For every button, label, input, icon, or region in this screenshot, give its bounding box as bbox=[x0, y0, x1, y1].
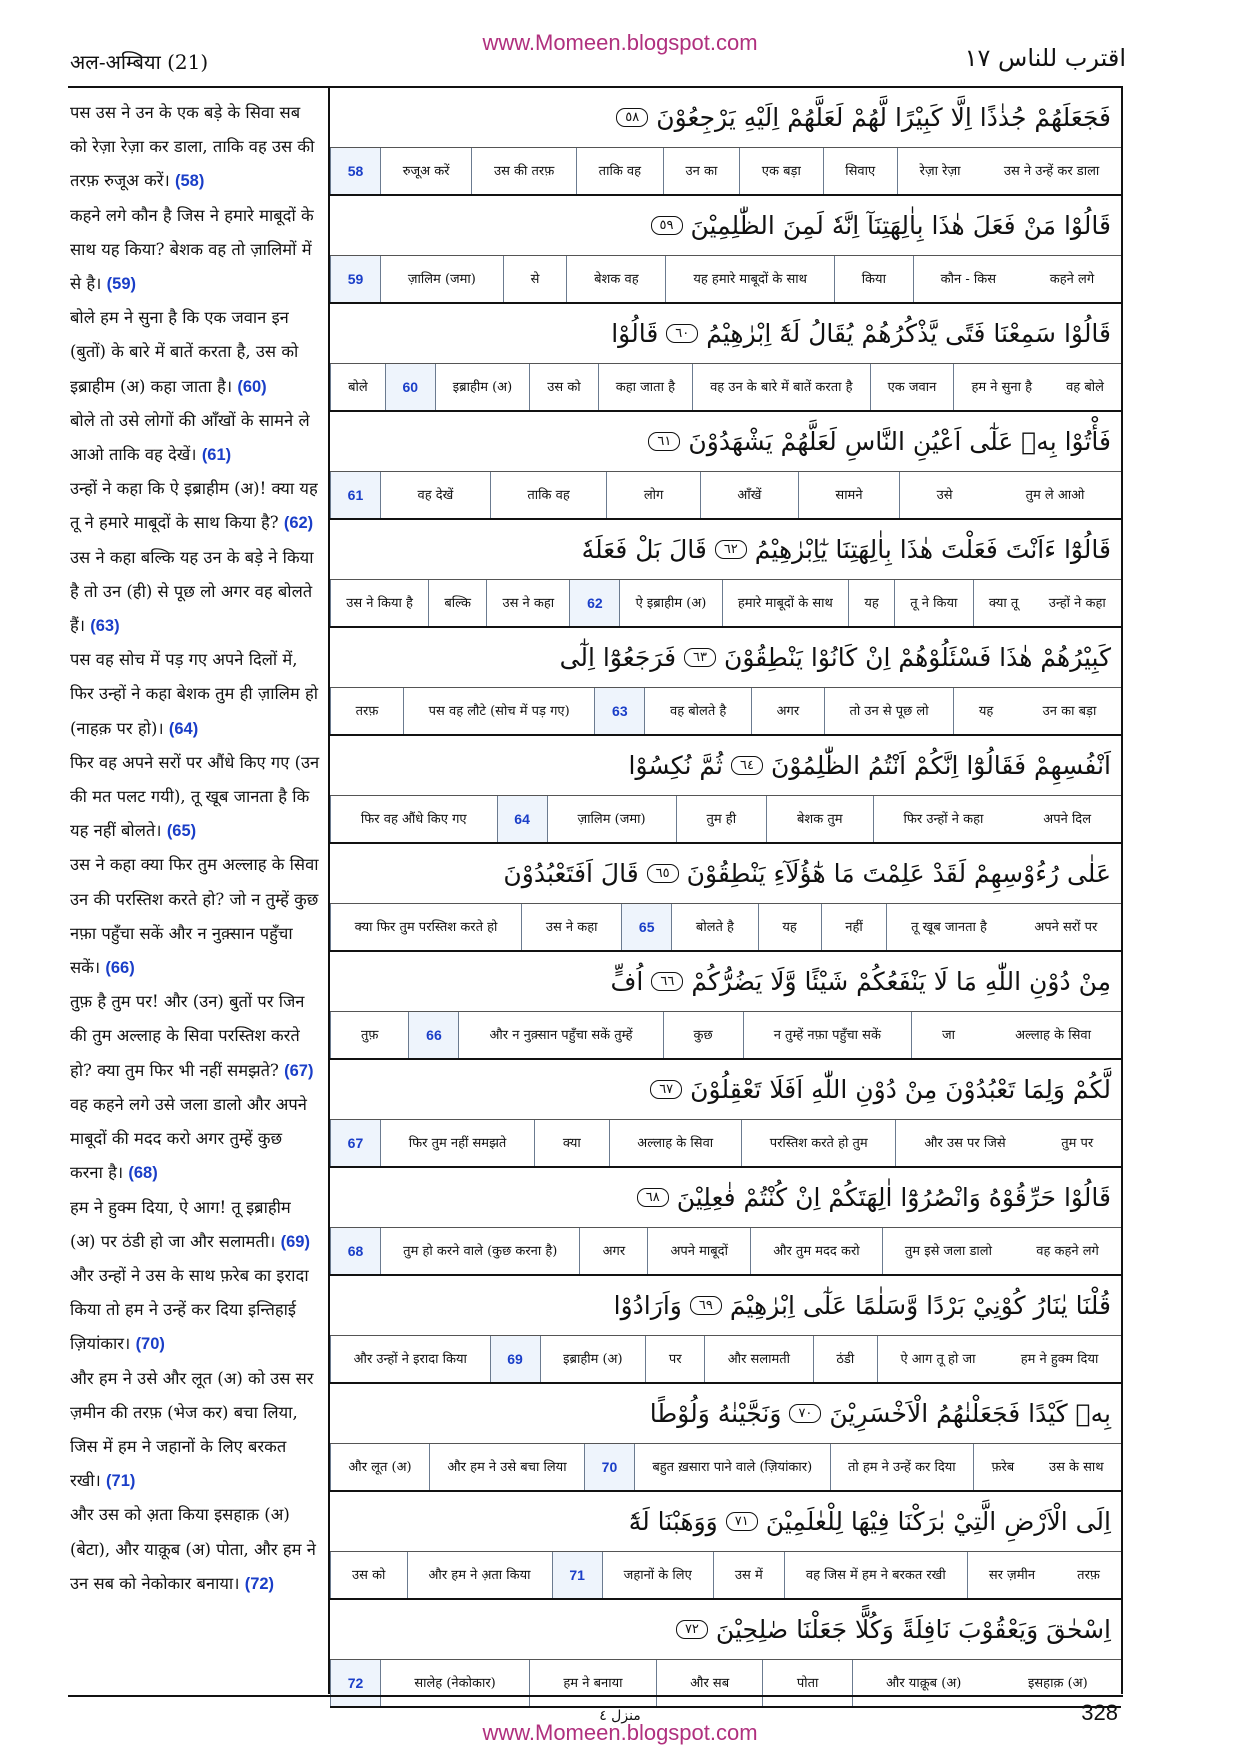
word-translation-row bbox=[330, 1228, 1121, 1276]
translation-paragraph bbox=[70, 753, 319, 840]
word-meaning-cell: रुजूअ करें bbox=[380, 148, 471, 194]
translation-text: तुफ़ है तुम पर! और (उन) बुतों पर जिन की तुम अल्लाह के सिवा परस्तिश करते हो? क्या तुम फिर भी नहीं समझते? bbox=[70, 992, 305, 1080]
word-meaning-cell: और याक़ूब (अ) bbox=[852, 1660, 995, 1706]
verse-number: (60) bbox=[237, 377, 267, 396]
arabic-text-continued: وَاَرَادُوْا bbox=[613, 1291, 682, 1320]
verse-number: (69) bbox=[280, 1232, 310, 1251]
word-meaning-cell: वह बोले bbox=[1049, 364, 1121, 410]
word-meaning-cell: से bbox=[503, 256, 567, 302]
arabic-verse-row bbox=[330, 520, 1121, 580]
word-meaning-cell: क्या तू bbox=[973, 580, 1034, 626]
footer-url[interactable]: www.Momeen.blogspot.com bbox=[482, 1720, 758, 1745]
word-meaning-cell: वह बोलते है bbox=[644, 688, 751, 734]
ayah-marker: ٥٩ bbox=[651, 216, 683, 235]
translation-paragraph bbox=[70, 411, 310, 464]
word-meaning-cell: हम ने बनाया bbox=[529, 1660, 656, 1706]
word-meaning-cell: उस को bbox=[529, 364, 597, 410]
arabic-text: قَالُوْا سَمِعْنَا فَتًى يَّذْكُرُهُمْ يُقَالُ لَهٗٓ اِبْرٰهِيْمُ bbox=[706, 319, 1111, 348]
verse-number: (68) bbox=[128, 1164, 158, 1183]
translation-text: फिर वह अपने सरों पर औंधे किए गए (उन की मत पलट गयी), तू खूब जानता है कि यह नहीं बोलते। bbox=[70, 752, 320, 841]
word-meaning-cell: एक जवान bbox=[870, 364, 954, 410]
word-meaning-cell: बल्कि bbox=[428, 580, 486, 626]
word-meaning-cell: और तुम मदद करो bbox=[750, 1228, 882, 1274]
word-meaning-cell: अल्लाह के सिवा bbox=[985, 1012, 1121, 1058]
verse-number-cell: 61 bbox=[330, 472, 380, 518]
verse-number-cell: 70 bbox=[584, 1444, 634, 1490]
word-meaning-cell: अपने सरों पर bbox=[1011, 904, 1121, 950]
verse-number-cell: 69 bbox=[490, 1336, 540, 1382]
word-meaning-cell: अपने माबूदों bbox=[647, 1228, 750, 1274]
word-meaning-cell: अल्लाह के सिवा bbox=[609, 1120, 741, 1166]
word-translation-row bbox=[330, 364, 1121, 412]
verse-number-cell: 68 bbox=[330, 1228, 380, 1274]
word-meaning-cell: हम ने हुक्म दिया bbox=[998, 1336, 1121, 1382]
verse-number-cell: 64 bbox=[497, 796, 547, 842]
word-meaning-cell: और सलामती bbox=[704, 1336, 813, 1382]
translation-text: पस वह सोच में पड़ गए अपने दिलों में, फिर उन्हों ने कहा बेशक तुम ही ज़ालिम हो (नाहक़ पर हो)। bbox=[70, 650, 319, 738]
arabic-text: قَالُوْا مَنْ فَعَلَ هٰذَا بِاٰلِهَتِنَآ اِنَّهٗ لَمِنَ الظّٰلِمِيْنَ bbox=[690, 211, 1111, 240]
word-meaning-cell: ज़ालिम (जमा) bbox=[547, 796, 676, 842]
verse-number-cell: 67 bbox=[330, 1120, 380, 1166]
translation-text: पस उस ने उन के एक बड़े के सिवा सब को रेज़ा रेज़ा कर डाला, ताकि वह उस की तरफ़ रुजूअ करें। bbox=[70, 103, 315, 191]
translation-paragraph bbox=[70, 1095, 307, 1182]
word-meaning-cell: जहानों के लिए bbox=[602, 1552, 713, 1598]
word-meaning-cell: और न नुक़्सान पहुँचा सकें तुम्हें bbox=[458, 1012, 662, 1058]
word-meaning-cell: उस को bbox=[330, 1552, 407, 1598]
word-meaning-cell: नहीं bbox=[821, 904, 887, 950]
ayah-marker: ٦٤ bbox=[731, 756, 763, 775]
word-meaning-cell: तुफ़ bbox=[330, 1012, 408, 1058]
translation-paragraph bbox=[70, 548, 313, 635]
word-meaning-cell: और उस पर जिसे bbox=[895, 1120, 1033, 1166]
word-meaning-cell: तरफ़ bbox=[330, 688, 403, 734]
verse-number: (65) bbox=[166, 822, 197, 841]
word-meaning-cell: यह bbox=[758, 904, 821, 950]
ayah-marker: ٦١ bbox=[648, 432, 680, 451]
word-meaning-cell: बोले bbox=[330, 364, 385, 410]
word-meaning-cell: कुछ bbox=[663, 1012, 743, 1058]
word-meaning-cell: कौन - किस bbox=[913, 256, 1023, 302]
word-meaning-cell: न तुम्हें नफ़ा पहुँचा सकें bbox=[743, 1012, 911, 1058]
word-meaning-cell: वह जिस में हम ने बरकत रखी bbox=[784, 1552, 967, 1598]
word-meaning-cell: तरफ़ bbox=[1056, 1552, 1121, 1598]
translation-text: हम ने हुक्म दिया, ऐ आग! तू इब्राहीम (अ) पर ठंडी हो जा और सलामती। bbox=[70, 1197, 291, 1251]
ayah-marker: ٥٨ bbox=[616, 108, 648, 127]
word-meaning-cell: फ़रेब bbox=[973, 1444, 1032, 1490]
word-meaning-cell: जा bbox=[911, 1012, 985, 1058]
word-meaning-cell: यह हमारे माबूदों के साथ bbox=[665, 256, 833, 302]
word-meaning-cell: इब्राहीम (अ) bbox=[435, 364, 530, 410]
word-meaning-cell: ताकि वह bbox=[576, 148, 663, 194]
arabic-text-continued: قَالَ بَلْ فَعَلَهٗ bbox=[581, 535, 707, 564]
word-meaning-cell: उस के साथ bbox=[1032, 1444, 1121, 1490]
word-meaning-cell: लोग bbox=[606, 472, 700, 518]
word-meaning-cell: आँखें bbox=[700, 472, 798, 518]
word-translation-row bbox=[330, 148, 1121, 196]
translation-paragraph bbox=[70, 1198, 310, 1251]
arabic-verse-row bbox=[330, 88, 1121, 148]
word-meaning-cell: तुम ले आओ bbox=[989, 472, 1121, 518]
word-meaning-cell: सिवाए bbox=[823, 148, 897, 194]
verse-number-cell: 62 bbox=[569, 580, 619, 626]
word-meaning-cell: तो उन से पूछ लो bbox=[824, 688, 953, 734]
arabic-text-continued: قَالُوْا bbox=[611, 319, 659, 348]
word-meaning-cell: और लूत (अ) bbox=[330, 1444, 429, 1490]
word-translation-row bbox=[330, 1120, 1121, 1168]
ayah-marker: ٦٠ bbox=[666, 324, 698, 343]
arabic-verse-row bbox=[330, 1060, 1121, 1120]
translation-paragraph bbox=[70, 992, 313, 1079]
word-meaning-cell: इसहाक़ (अ) bbox=[995, 1660, 1121, 1706]
translation-text: बोले हम ने सुना है कि एक जवान इन (बुतों) के बारे में बातें करता है, उस को इब्राहीम (अ) कहा जाता है। bbox=[70, 308, 299, 396]
word-meaning-cell: ताकि वह bbox=[490, 472, 606, 518]
arabic-text: فَأْتُوْا بِهٖ عَلٰٓى اَعْيُنِ النَّاسِ لَعَلَّهُمْ يَشْهَدُوْنَ bbox=[688, 427, 1111, 456]
arabic-verse-row bbox=[330, 412, 1121, 472]
verse-number-cell: 71 bbox=[552, 1552, 602, 1598]
arabic-verse-row bbox=[330, 1276, 1121, 1336]
translation-text: और उस को अ़ता किया इसहाक़ (अ) (बेटा), और याक़ूब (अ) पोता, और हम ने उन सब को नेकोकार बनाया। bbox=[70, 1505, 316, 1593]
verse-number-cell: 72 bbox=[330, 1660, 380, 1706]
word-meaning-cell: पस वह लौटे (सोच में पड़ गए) bbox=[403, 688, 594, 734]
word-meaning-cell: ऐ इब्राहीम (अ) bbox=[619, 580, 721, 626]
word-meaning-cell: फिर वह औंधे किए गए bbox=[330, 796, 497, 842]
arabic-text: اَنْفُسِهِمْ فَقَالُوْٓا اِنَّكُمْ اَنْتُمُ الظّٰلِمُوْنَ bbox=[770, 751, 1111, 780]
word-translation-row bbox=[330, 1444, 1121, 1492]
word-translation-row bbox=[330, 580, 1121, 628]
word-meaning-cell: पर bbox=[645, 1336, 704, 1382]
translation-paragraph bbox=[70, 206, 314, 293]
translation-paragraph bbox=[70, 1369, 314, 1491]
verse-grid bbox=[328, 88, 1123, 1694]
bottom-rule bbox=[68, 1695, 1123, 1697]
word-meaning-cell: सालेह (नेकोकार) bbox=[380, 1660, 529, 1706]
header-juz-name: اقترب للناس ١٧ bbox=[964, 44, 1126, 72]
verse-number: (58) bbox=[175, 172, 205, 191]
arabic-verse-row bbox=[330, 844, 1121, 904]
translation-text: उस ने कहा क्या फिर तुम अल्लाह के सिवा उन की परस्तिश करते हो? जो न तुम्हें कुछ नफ़ा पहुँचा सकें और न नुक़्सान पहुँचा सकें। bbox=[70, 855, 319, 978]
word-meaning-cell: उस की तरफ़ bbox=[471, 148, 576, 194]
arabic-text-continued: وَوَهَبْنَا لَهٗٓ bbox=[628, 1507, 718, 1536]
word-meaning-cell: फिर तुम नहीं समझते bbox=[380, 1120, 534, 1166]
word-meaning-cell: ज़ालिम (जमा) bbox=[380, 256, 503, 302]
word-meaning-cell: रेज़ा रेज़ा bbox=[897, 148, 982, 194]
word-meaning-cell: इब्राहीम (अ) bbox=[540, 1336, 646, 1382]
verse-number-cell: 58 bbox=[330, 148, 380, 194]
word-meaning-cell: उन का bbox=[663, 148, 739, 194]
word-translation-row bbox=[330, 1552, 1121, 1600]
translation-text: और हम ने उसे और लूत (अ) को उस सर ज़मीन की तरफ़ (भेज कर) बचा लिया, जिस में हम ने जहानों के लिए बरकत रखी। bbox=[70, 1368, 314, 1491]
arabic-verse-row bbox=[330, 196, 1121, 256]
word-meaning-cell: अगर bbox=[579, 1228, 647, 1274]
word-meaning-cell: तू खूब जानता है bbox=[886, 904, 1010, 950]
translation-paragraph bbox=[70, 650, 318, 737]
word-translation-row bbox=[330, 688, 1121, 736]
verse-number: (70) bbox=[135, 1335, 165, 1354]
word-meaning-cell: बहुत ख़सारा पाने वाले (ज़ियांकार) bbox=[634, 1444, 830, 1490]
word-meaning-cell: उस ने कहा bbox=[486, 580, 569, 626]
translation-text: कहने लगे कौन है जिस ने हमारे माबूदों के साथ यह किया? बेशक वह तो ज़ालिमों में से है। bbox=[70, 205, 314, 294]
word-meaning-cell: उन का बड़ा bbox=[1018, 688, 1121, 734]
word-meaning-cell: वह कहने लगे bbox=[1014, 1228, 1121, 1274]
header-url[interactable]: www.Momeen.blogspot.com bbox=[482, 30, 758, 55]
word-meaning-cell: सर ज़मीन bbox=[967, 1552, 1056, 1598]
word-meaning-cell: क्या bbox=[534, 1120, 608, 1166]
word-meaning-cell: और सब bbox=[656, 1660, 763, 1706]
ayah-marker: ٦٥ bbox=[647, 864, 679, 883]
word-meaning-cell: उसे bbox=[899, 472, 989, 518]
header-surah-name: अल-अम्बिया (21) bbox=[70, 50, 209, 74]
ayah-marker: ٧١ bbox=[726, 1512, 758, 1531]
verse-number: (66) bbox=[105, 959, 135, 978]
word-meaning-cell: और उन्हों ने इरादा किया bbox=[330, 1336, 490, 1382]
verse-number: (61) bbox=[201, 446, 232, 465]
word-translation-row bbox=[330, 1012, 1121, 1060]
arabic-text: اِسْحٰقَ وَيَعْقُوْبَ نَافِلَةً وَكُلًّا جَعَلْنَا صٰلِحِيْنَ bbox=[715, 1615, 1111, 1644]
word-meaning-cell: अपने दिल bbox=[1013, 796, 1121, 842]
verse-number-cell: 60 bbox=[385, 364, 435, 410]
word-meaning-cell: ठंडी bbox=[813, 1336, 877, 1382]
arabic-text: لَّكُمْ وَلِمَا تَعْبُدُوْنَ مِنْ دُوْنِ اللّٰهِ اَفَلَا تَعْقِلُوْنَ bbox=[690, 1075, 1111, 1104]
word-meaning-cell: पोता bbox=[762, 1660, 851, 1706]
translation-paragraph bbox=[70, 1505, 316, 1592]
manzil-label: منزل ٤ bbox=[599, 1708, 641, 1724]
word-meaning-cell: हम ने सुना है bbox=[953, 364, 1049, 410]
arabic-text: مِنْ دُوْنِ اللّٰهِ مَا لَا يَنْفَعُكُمْ شَيْئًا وَّلَا يَضُرُّكُمْ bbox=[691, 967, 1111, 996]
word-translation-row bbox=[330, 1336, 1121, 1384]
arabic-text: قَالُوْٓا ءَاَنْتَ فَعَلْتَ هٰذَا بِاٰلِهَتِنَا يٰٓاِبْرٰهِيْمُ bbox=[754, 535, 1111, 564]
word-translation-row bbox=[330, 796, 1121, 844]
arabic-text: قَالُوْا حَرِّقُوْهُ وَانْصُرُوْٓا اٰلِهَتَكُمْ اِنْ كُنْتُمْ فٰعِلِيْنَ bbox=[676, 1183, 1111, 1212]
word-meaning-cell: अगर bbox=[751, 688, 824, 734]
word-meaning-cell: उस ने उन्हें कर डाला bbox=[982, 148, 1121, 194]
translation-paragraph bbox=[70, 855, 319, 977]
word-translation-row bbox=[330, 904, 1121, 952]
ayah-marker: ٦٧ bbox=[650, 1080, 682, 1099]
word-meaning-cell: उस में bbox=[713, 1552, 784, 1598]
word-meaning-cell: फिर उन्हों ने कहा bbox=[873, 796, 1014, 842]
word-meaning-cell: बोलते है bbox=[671, 904, 757, 950]
translation-column bbox=[70, 96, 320, 1601]
translation-paragraph bbox=[70, 1266, 309, 1353]
word-meaning-cell: वह उन के बारे में बातें करता है bbox=[692, 364, 870, 410]
arabic-text-continued: اُفٍّ bbox=[610, 967, 644, 996]
word-meaning-cell: ऐ आग तू हो जा bbox=[877, 1336, 998, 1382]
arabic-text: اِلَى الْاَرْضِ الَّتِيْ بٰرَكْنَا فِيْهَا لِلْعٰلَمِيْنَ bbox=[765, 1507, 1111, 1536]
word-meaning-cell: किया bbox=[834, 256, 913, 302]
arabic-text-continued: قَالَ اَفَتَعْبُدُوْنَ bbox=[503, 859, 639, 888]
ayah-marker: ٧٠ bbox=[789, 1404, 821, 1423]
arabic-text: قُلْنَا يٰنَارُ كُوْنِيْ بَرْدًا وَّسَلٰمًا عَلٰٓى اِبْرٰهِيْمَ bbox=[729, 1291, 1111, 1320]
word-meaning-cell: तू ने किया bbox=[894, 580, 973, 626]
verse-number-cell: 66 bbox=[408, 1012, 458, 1058]
arabic-text-continued: ثُمَّ نُكِسُوْا bbox=[628, 751, 724, 780]
arabic-verse-row bbox=[330, 1492, 1121, 1552]
word-meaning-cell: उस ने कहा bbox=[521, 904, 621, 950]
translation-text: और उन्हों ने उस के साथ फ़रेब का इरादा किया तो हम ने उन्हें कर दिया इन्तिहाई ज़ियांकार। bbox=[70, 1265, 309, 1354]
word-meaning-cell: तुम ही bbox=[676, 796, 767, 842]
verse-number: (72) bbox=[244, 1574, 275, 1593]
word-meaning-cell: उन्हों ने कहा bbox=[1034, 580, 1121, 626]
word-meaning-cell: वह देखें bbox=[380, 472, 490, 518]
word-meaning-cell: क्या फिर तुम परस्तिश करते हो bbox=[330, 904, 521, 950]
ayah-marker: ٦٨ bbox=[637, 1188, 669, 1207]
word-meaning-cell: बेशक वह bbox=[566, 256, 665, 302]
word-meaning-cell: हमारे माबूदों के साथ bbox=[722, 580, 849, 626]
ayah-marker: ٦٩ bbox=[690, 1296, 722, 1315]
ayah-marker: ٦٢ bbox=[715, 540, 747, 559]
verse-number-cell: 65 bbox=[621, 904, 671, 950]
translation-text: बोले तो उसे लोगों की आँखों के सामने ले आओ ताकि वह देखें। bbox=[70, 410, 310, 465]
word-meaning-cell: और हम ने उसे बचा लिया bbox=[429, 1444, 584, 1490]
verse-number-cell: 59 bbox=[330, 256, 380, 302]
word-meaning-cell: परस्तिश करते हो तुम bbox=[741, 1120, 895, 1166]
translation-paragraph bbox=[70, 103, 314, 190]
verse-number: (67) bbox=[284, 1061, 314, 1080]
word-meaning-cell: यह bbox=[953, 688, 1018, 734]
translation-text: वह कहने लगे उसे जला डालो और अपने माबूदों की मदद करो अगर तुम्हें कुछ करना है। bbox=[70, 1094, 307, 1183]
word-meaning-cell: यह bbox=[848, 580, 894, 626]
ayah-marker: ٦٦ bbox=[651, 972, 683, 991]
translation-text: उन्हों ने कहा कि ऐ इब्राहीम (अ)! क्या यह तू ने हमारे माबूदों के साथ किया है? bbox=[70, 479, 318, 533]
arabic-verse-row bbox=[330, 736, 1121, 796]
translation-paragraph bbox=[70, 308, 298, 395]
word-meaning-cell: एक बड़ा bbox=[739, 148, 823, 194]
arabic-verse-row bbox=[330, 1168, 1121, 1228]
arabic-verse-row bbox=[330, 628, 1121, 688]
word-meaning-cell: तो हम ने उन्हें कर दिया bbox=[830, 1444, 974, 1490]
translation-paragraph bbox=[70, 479, 318, 532]
word-meaning-cell: उस ने किया है bbox=[330, 580, 428, 626]
arabic-verse-row bbox=[330, 1384, 1121, 1444]
verse-number-cell: 63 bbox=[594, 688, 644, 734]
arabic-text: عَلٰى رُءُوْسِهِمْ لَقَدْ عَلِمْتَ مَا هٰٓؤُلَآءِ يَنْطِقُوْنَ bbox=[686, 859, 1111, 888]
arabic-verse-row bbox=[330, 952, 1121, 1012]
arabic-text: كَبِيْرُهُمْ هٰذَا فَسْئَلُوْهُمْ اِنْ كَانُوْا يَنْطِقُوْنَ bbox=[724, 643, 1111, 672]
verse-number: (64) bbox=[168, 719, 199, 738]
word-meaning-cell: सामने bbox=[798, 472, 899, 518]
word-meaning-cell: कहा जाता है bbox=[598, 364, 692, 410]
ayah-marker: ٧٢ bbox=[676, 1620, 708, 1639]
verse-number: (63) bbox=[90, 617, 120, 636]
arabic-text: بِهٖ كَيْدًا فَجَعَلْنٰهُمُ الْاَخْسَرِيْنَ bbox=[829, 1399, 1111, 1428]
word-meaning-cell: तुम हो करने वाले (कुछ करना है) bbox=[380, 1228, 579, 1274]
arabic-text-continued: وَنَجَّيْنٰهُ وَلُوْطًا bbox=[649, 1399, 782, 1428]
verse-number: (71) bbox=[106, 1472, 136, 1491]
ayah-marker: ٦٣ bbox=[684, 648, 716, 667]
word-meaning-cell: तुम पर bbox=[1033, 1120, 1121, 1166]
word-meaning-cell: और हम ने अ़ता किया bbox=[407, 1552, 552, 1598]
arabic-verse-row bbox=[330, 304, 1121, 364]
word-translation-row bbox=[330, 1660, 1121, 1708]
arabic-verse-row bbox=[330, 1600, 1121, 1660]
verse-number: (62) bbox=[283, 514, 314, 533]
word-translation-row bbox=[330, 256, 1121, 304]
word-meaning-cell: कहने लगे bbox=[1023, 256, 1121, 302]
verse-number: (59) bbox=[106, 275, 137, 294]
word-meaning-cell: बेशक तुम bbox=[766, 796, 873, 842]
arabic-text: فَجَعَلَهُمْ جُذٰذًا اِلَّا كَبِيْرًا لَّهُمْ لَعَلَّهُمْ اِلَيْهِ يَرْجِعُوْنَ bbox=[656, 103, 1111, 132]
page-number: 328 bbox=[1081, 1700, 1118, 1725]
word-meaning-cell: तुम इसे जला डालो bbox=[882, 1228, 1014, 1274]
arabic-text-continued: فَرَجَعُوْٓا اِلٰٓى bbox=[559, 643, 677, 672]
word-translation-row bbox=[330, 472, 1121, 520]
translation-text: उस ने कहा बल्कि यह उन के बड़े ने किया है तो उन (ही) से पूछ लो अगर वह बोलते हैं। bbox=[70, 547, 314, 636]
